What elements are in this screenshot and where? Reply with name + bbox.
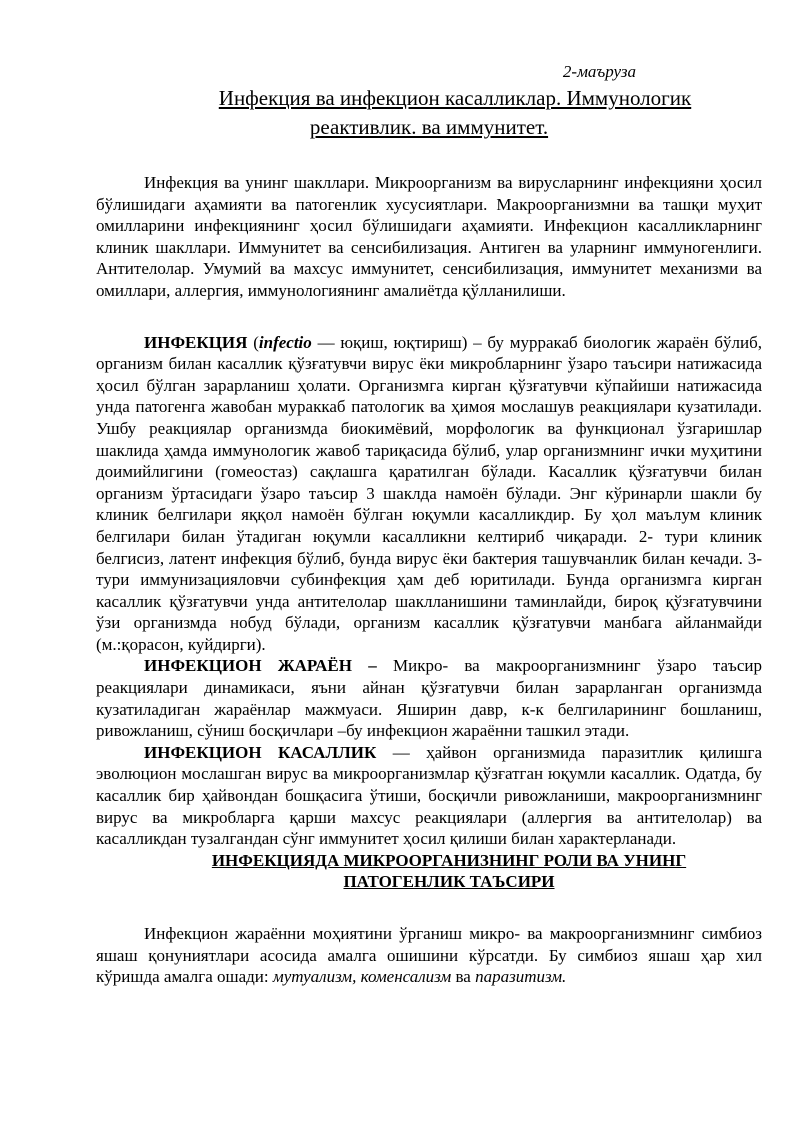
section-heading-line-1: ИНФЕКЦИЯДА МИКРООРГАНИЗНИНГ РОЛИ ВА УНИНГ bbox=[211, 850, 687, 870]
infection-latin: infectio bbox=[258, 332, 312, 352]
symbiosis-term-mutualism: мутуализм bbox=[272, 967, 353, 987]
process-term: ИНФЕКЦИОН ЖАРАЁН – bbox=[144, 656, 377, 676]
document-title bbox=[96, 84, 762, 142]
title-line-2: реактивлик. ва иммунитет. bbox=[309, 115, 549, 139]
symbiosis-term-parasitism: паразитизм. bbox=[475, 967, 567, 987]
lecture-number: 2-маъруза bbox=[562, 62, 636, 81]
process-paragraph bbox=[96, 655, 762, 741]
infection-text: — юқиш, юқтириш) – бу мурракаб биологик жараён бўлиб, организм билан касаллик қўзғатувчи вирус ёки микробларнинг ўзаро таъсири натижасида ҳосил бўлган зарарланиш ҳолати. Организмга кирган қўзғатувчи кўпайиши натижасида унда патогенга жавобан мураккаб патологик ва ҳимоя мослашув реакциялари кузатилади. Ушбу реакциялар организмда биокимёвий, морфологик ва функционал ўзгаришлар шаклида ҳамда иммунологик жавоб тариқасида бўлиб, улар организмнинг ички муҳитини доимийлигини (гомеостаз) сақлашга қаратилган бўлади. Касаллик қўзғатувчи билан организм ўртасидаги ўзаро таъсир 3 шаклда намоён бўлади. Энг кўринарли шакли бу клиник белгилари яққол намоён бўлган юқумли касалликдир. Бу ҳол маълум клиник белгилари билан ўтадиган юқумли касалликни келтириб чиқаради. 2- тури клиник белгисиз, латент инфекция бўлиб, бунда вирус ёки бактерия ташувчанлик билан кечади. 3-тури иммунизацияловчи субинфекция ҳам деб юритилади. Бунда организмга кирган касаллик қўзғатувчи унда антителолар шаклланишини таминлайди, бироқ қўзғатувчини ўзи организмда нобуд бўлади, организм касаллик қўзғатувчи манбага айланмайди (м.:қорасон, куйдирги). bbox=[96, 332, 762, 654]
infection-term: ИНФЕКЦИЯ bbox=[144, 332, 248, 352]
infection-open-paren: ( bbox=[247, 332, 259, 352]
symbiosis-and: ва bbox=[451, 967, 476, 987]
disease-text: — ҳайвон организмида паразитлик қилишга эволюцион мослашган вирус ва микроорганизмлар қўзғатган юқумли касаллик. Одатда, бу касаллик бир ҳайвондан бошқасига ўтиши, босқичли ривожланиши, макроорганизмнинг вирус ва микробларга қарши махсус реакциялари (аллергия ва антителолар) ва касалликдан тузалгандан сўнг иммунитет ҳосил қилиши билан характерланади. bbox=[96, 742, 762, 849]
disease-term: ИНФЕКЦИОН КАСАЛЛИК bbox=[144, 742, 377, 762]
symbiosis-text: Инфекцион жараённи моҳиятини ўрганиш микро- ва макроорганизмнинг симбиоз яшаш қонуниятлари асосида амалга ошишини кўрсатди. Бу симбиоз яшаш ҳар хил кўришда амалга ошади: bbox=[96, 924, 762, 987]
symbiosis-term-commensalism: коменсализм bbox=[360, 967, 452, 987]
process-text: Микро- ва макроорганизмнинг ўзаро таъсир реакциялари динамикаси, яъни айнан қўзғатувчи билан зарарланган организмда кузатиладиган жараёнлар мажмуаси. Яширин давр, к-к белгиларининг бошланиш, ривожланиш, сўниш босқичлари –бу инфекцион жараённи ташкил этади. bbox=[96, 656, 762, 741]
document-page bbox=[96, 60, 762, 988]
intro-paragraph: Инфекция ва унинг шакллари. Микроорганизм ва вирусларнинг инфекцияни ҳосил бўлишидаги аҳамияти ва патогенлик хусусиятлари. Макроорганизмни ва ташқи муҳит омилларини инфекциянинг ҳосил бўлишидаги аҳамияти. Инфекцион касалликларнинг клиник шакллари. Иммунитет ва сенсибилизация. Антиген ва уларнинг иммуногенлиги. Антителолар. Умумий ва махсус иммунитет, сенсибилизация, иммунитет механизми ва омиллари, аллергия, иммунологиянинг амалиётда қўлланилиши. bbox=[96, 173, 762, 300]
symbiosis-paragraph bbox=[96, 923, 762, 988]
symbiosis-comma: , bbox=[352, 967, 361, 987]
section-heading-line-2: ПАТОГЕНЛИК ТАЪСИРИ bbox=[343, 872, 555, 892]
title-line-1: Инфекция ва инфекцион касалликлар. Иммунологик bbox=[218, 86, 692, 110]
infection-paragraph bbox=[96, 332, 762, 656]
section-heading bbox=[96, 850, 762, 893]
disease-paragraph bbox=[96, 742, 762, 850]
